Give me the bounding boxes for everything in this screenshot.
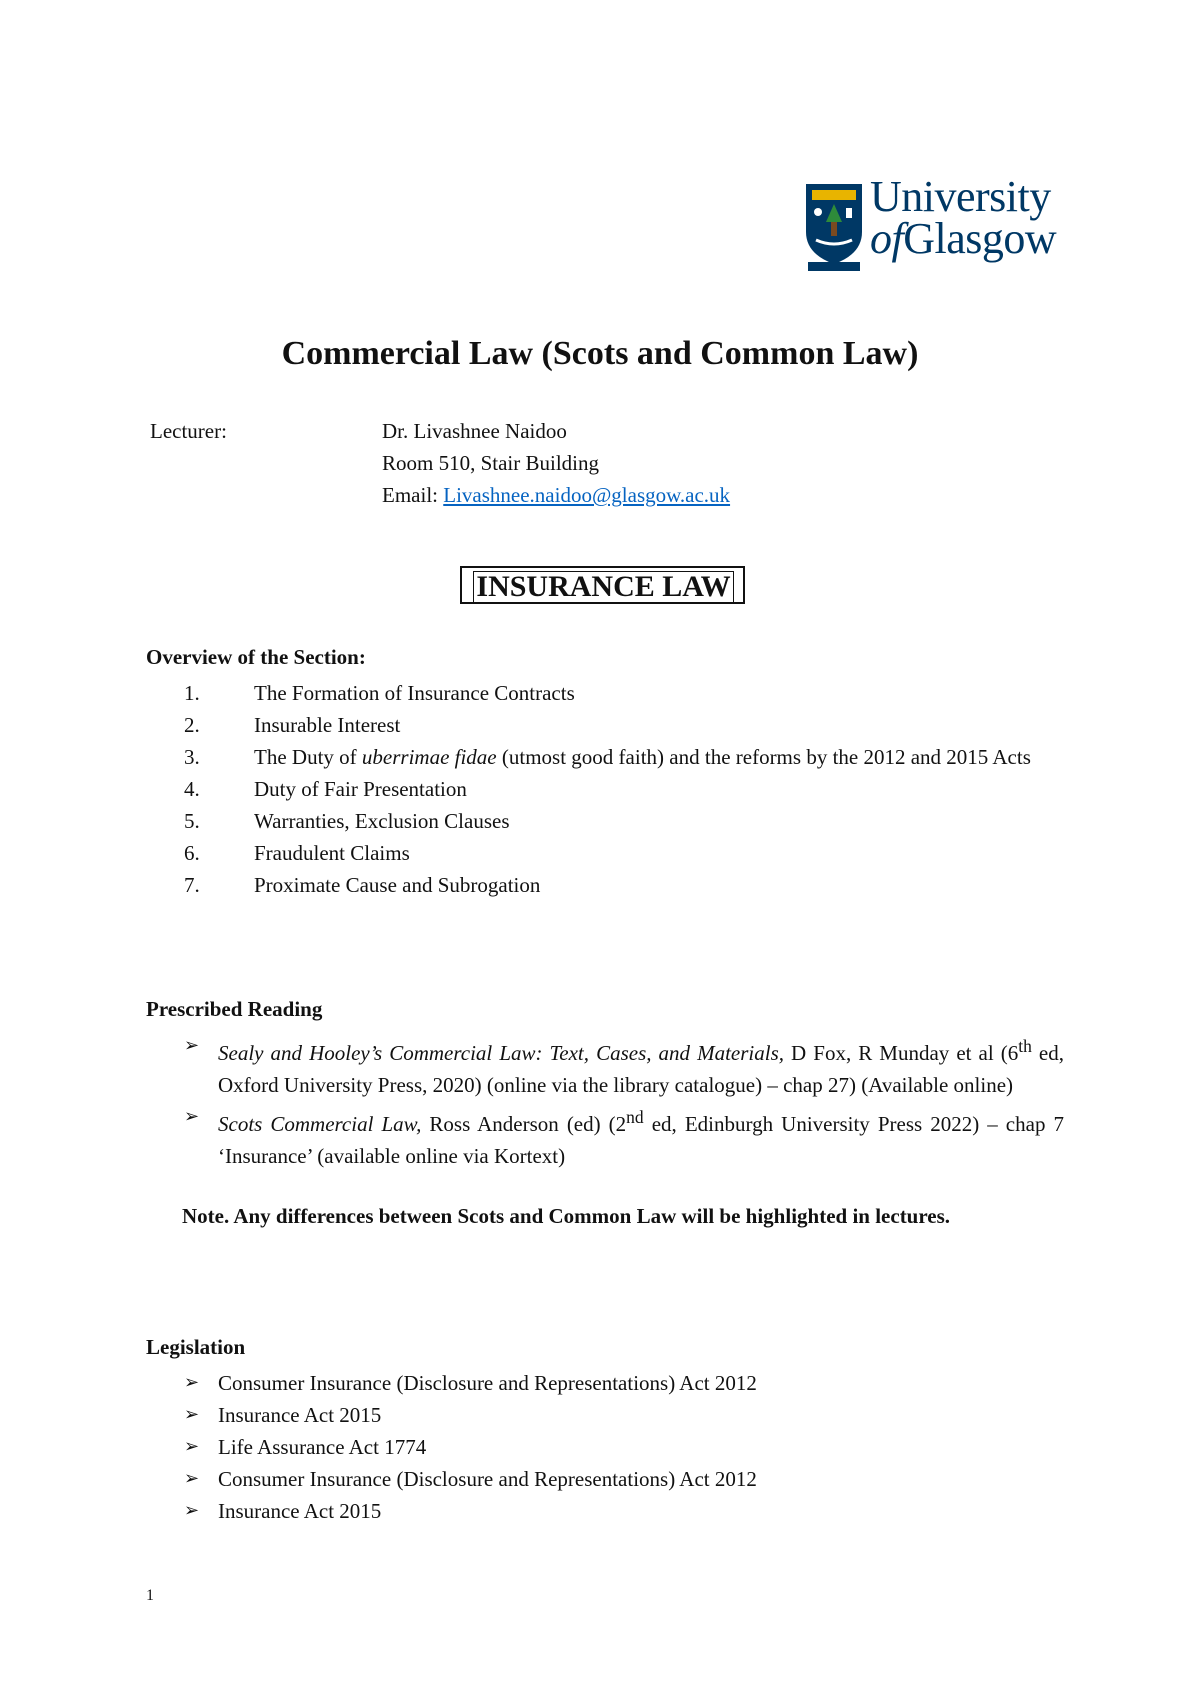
crest-icon	[804, 182, 864, 272]
list-item: ➢ Consumer Insurance (Disclosure and Representations) Act 2012	[184, 1463, 1064, 1495]
logo-glasgow-word: Glasgow	[903, 214, 1057, 263]
list-item: ➢ Consumer Insurance (Disclosure and Representations) Act 2012	[184, 1367, 1064, 1399]
list-item: ➢ Sealy and Hooley’s Commercial Law: Text, Cases, and Materials, D Fox, R Munday et al (6th ed, Oxford University Press, 2020) (online via the library catalogue) – chap 27) (Available online)	[184, 1030, 1064, 1101]
logo-university-text: University	[870, 172, 1051, 221]
reading-heading: Prescribed Reading	[146, 997, 323, 1021]
logo-of-text: of	[870, 214, 904, 263]
arrow-bullet-icon: ➢	[184, 1035, 200, 1056]
page-number: 1	[146, 1587, 154, 1604]
logo-glasgow-text	[870, 214, 1057, 263]
overview-heading: Overview of the Section:	[146, 645, 366, 669]
list-item: 6. Fraudulent Claims	[184, 841, 410, 865]
list-item: 7. Proximate Cause and Subrogation	[184, 873, 541, 897]
list-item: ➢ Scots Commercial Law, Ross Anderson (ed) (2nd ed, Edinburgh University Press 2022) – chap 7 ‘Insurance’ (available online via Kortext)	[184, 1101, 1064, 1172]
arrow-bullet-icon: ➢	[184, 1372, 200, 1393]
university-logo	[804, 172, 1074, 272]
arrow-bullet-icon: ➢	[184, 1404, 200, 1425]
list-item: 3. The Duty of uberrimae fidae (utmost good faith) and the reforms by the 2012 and 2015 Acts	[184, 745, 1031, 769]
list-item: 4. Duty of Fair Presentation	[184, 777, 467, 801]
email-link[interactable]: Livashnee.naidoo@glasgow.ac.uk	[443, 483, 731, 507]
reading-list	[184, 1030, 1064, 1172]
list-item: 2. Insurable Interest	[184, 713, 401, 737]
overview-list	[184, 677, 1064, 901]
contact-block	[150, 415, 730, 511]
section-title-box	[460, 566, 745, 604]
legislation-list	[184, 1367, 1064, 1527]
list-item: ➢ Insurance Act 2015	[184, 1399, 1064, 1431]
arrow-bullet-icon: ➢	[184, 1106, 200, 1127]
email-line	[382, 479, 730, 511]
list-item: 5. Warranties, Exclusion Clauses	[184, 809, 510, 833]
lecturer-room: Room 510, Stair Building	[382, 451, 600, 475]
arrow-bullet-icon: ➢	[184, 1500, 200, 1521]
email-label: Email:	[382, 483, 438, 507]
lecturer-label: Lecturer:	[150, 419, 227, 443]
list-item: ➢ Life Assurance Act 1774	[184, 1431, 1064, 1463]
page-title: Commercial Law (Scots and Common Law)	[281, 335, 919, 372]
arrow-bullet-icon: ➢	[184, 1436, 200, 1457]
note-text: Note. Any differences between Scots and Common Law will be highlighted in lectures.	[182, 1204, 951, 1228]
arrow-bullet-icon: ➢	[184, 1468, 200, 1489]
lecturer-name: Dr. Livashnee Naidoo	[382, 419, 567, 443]
list-item: ➢ Insurance Act 2015	[184, 1495, 1064, 1527]
section-title: INSURANCE LAW	[473, 571, 733, 603]
legislation-heading: Legislation	[146, 1335, 246, 1359]
list-item: 1. The Formation of Insurance Contracts	[184, 681, 575, 705]
